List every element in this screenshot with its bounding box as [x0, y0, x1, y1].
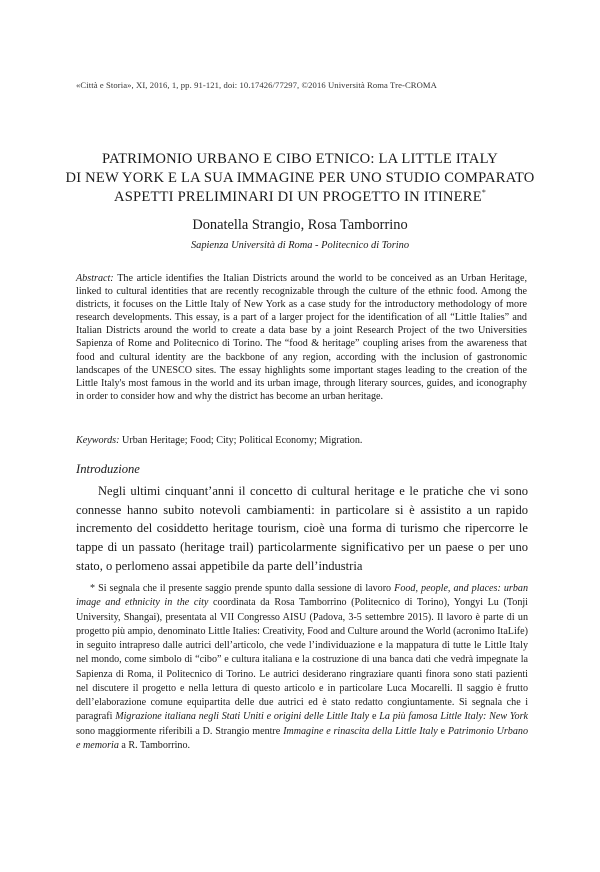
title-line-2: DI NEW YORK E LA SUA IMMAGINE PER UNO STUDIO COMPARATO — [65, 170, 535, 186]
footnote-text: e — [369, 711, 380, 723]
body-paragraph: Negli ultimi cinquant’anni il concetto di cultural heritage e le pratiche che vi sono connesse hanno subito notevoli cambiamenti: in particolare si è assistito a un rapido incremento del cosiddetto heritage tourism, cioè una forma di turismo che ripercorre le tappe di un passato (heritage trail) particolarmente significativo per un paese o per uno stato, o perlomeno assai appetibile da parte dell’industria — [76, 484, 528, 573]
footnote-italic: Migrazione italiana negli Stati Uniti e origini delle Little Italy — [115, 711, 370, 723]
abstract-text: The article identifies the Italian Districts around the world to be conceived as an Urban Heritage, linked to cultural identities that are recently recognizable through the culture of the ethnic food. Among the districts, it focuses on the Little Italy of New York as a case study for the introductory methodology of more research developments. This essay, is a part of a larger project for the identification of all “Little Italies” and Italian Districts around the world to create a data base by a joint Research Project of the two Universities Sapienza of Rome and Politecnico di Torino. The “food & heritage” coupling arises from the awareness that food and cultural identity are the backbone of any region, according with the inclusion of gastronomic landscapes of the UNESCO sites. The essay highlights some important stages leading to the creation of the Little Italy's most famous in the world and its urban image, through literary sources, guides, and iconography in order to consider how and why the district has become an urban heritage. — [76, 273, 527, 402]
footnote-italic: Immagine e rinascita della Little Italy — [283, 725, 438, 737]
title-footnote-marker: * — [481, 188, 487, 198]
footnote-italic: Food, people, and places: urban image and ethnicity in the city — [76, 583, 528, 609]
keywords — [76, 434, 527, 447]
footnote-italic: La più famosa Little Italy: New York — [379, 711, 528, 723]
article-title — [60, 150, 540, 207]
title-line-3-text: ASPETTI PRELIMINARI DI UN PROGETTO IN ITINERE — [113, 189, 482, 205]
keywords-text: Urban Heritage; Food; City; Political Economy; Migration. — [122, 435, 363, 446]
footnote-text: coordinata da Rosa Tamborrino (Politecnico di Torino), Yongyi Lu (Tonji University, Shangai), presentata al VII Congresso AISU (Padova, 3-5 settembre 2015). Il lavoro è parte di un progetto più ampio, denominato Little Italies: Creativity, Food and Culture around the World (acronimo ItaLife) in seguito intrapreso dalle autrici dell’articolo, che vede l’individuazione e la mappatura di tutte le Little Italy nel mondo, come simbolo di “cibo” e cultura italiana e la costruzione di una banca dati che vedrà impegnate la Sapienza di Roma, il Politecnico di Torino. Le autrici desiderano ringraziare quanti finora sono stati pazienti nel discutere il progetto e nella lettura di questo articolo e in particolare Luca Mocarelli. Il saggio è frutto dell’elaborazione comune equipartita delle due autrici ed è stato redatto congiuntamente. Si segnala che i paragrafi — [76, 597, 528, 723]
footnote-paragraph — [76, 582, 528, 753]
footnote-text: e — [437, 725, 448, 737]
footnote-italic: Patrimonio Urbano e memoria — [76, 725, 528, 751]
affiliation: Sapienza Università di Roma - Politecnico di Torino — [190, 240, 410, 251]
keywords-label: Keywords: — [76, 435, 120, 446]
title-line-3 — [60, 188, 540, 207]
footnote — [76, 582, 528, 753]
authors: Donatella Strangio, Rosa Tamborrino — [192, 217, 408, 233]
footnote-text: sono maggiormente riferibili a D. Strangio mentre — [76, 725, 284, 737]
running-header: «Città e Storia», XI, 2016, 1, pp. 91-121, doi: 10.17426/77297, ©2016 Università Roma Tre-CROMA — [76, 80, 437, 90]
footnote-text: Si segnala che il presente saggio prende spunto dalla sessione di lavoro — [95, 583, 395, 594]
footnote-text: a R. Tamborrino. — [118, 739, 191, 751]
abstract-label: Abstract: — [76, 273, 114, 284]
abstract — [76, 272, 527, 403]
body-text — [76, 482, 528, 576]
section-title: Introduzione — [76, 462, 140, 476]
footnote-marker: * — [90, 583, 96, 594]
title-line-1: PATRIMONIO URBANO E CIBO ETNICO: LA LITTLE ITALY — [102, 151, 498, 167]
